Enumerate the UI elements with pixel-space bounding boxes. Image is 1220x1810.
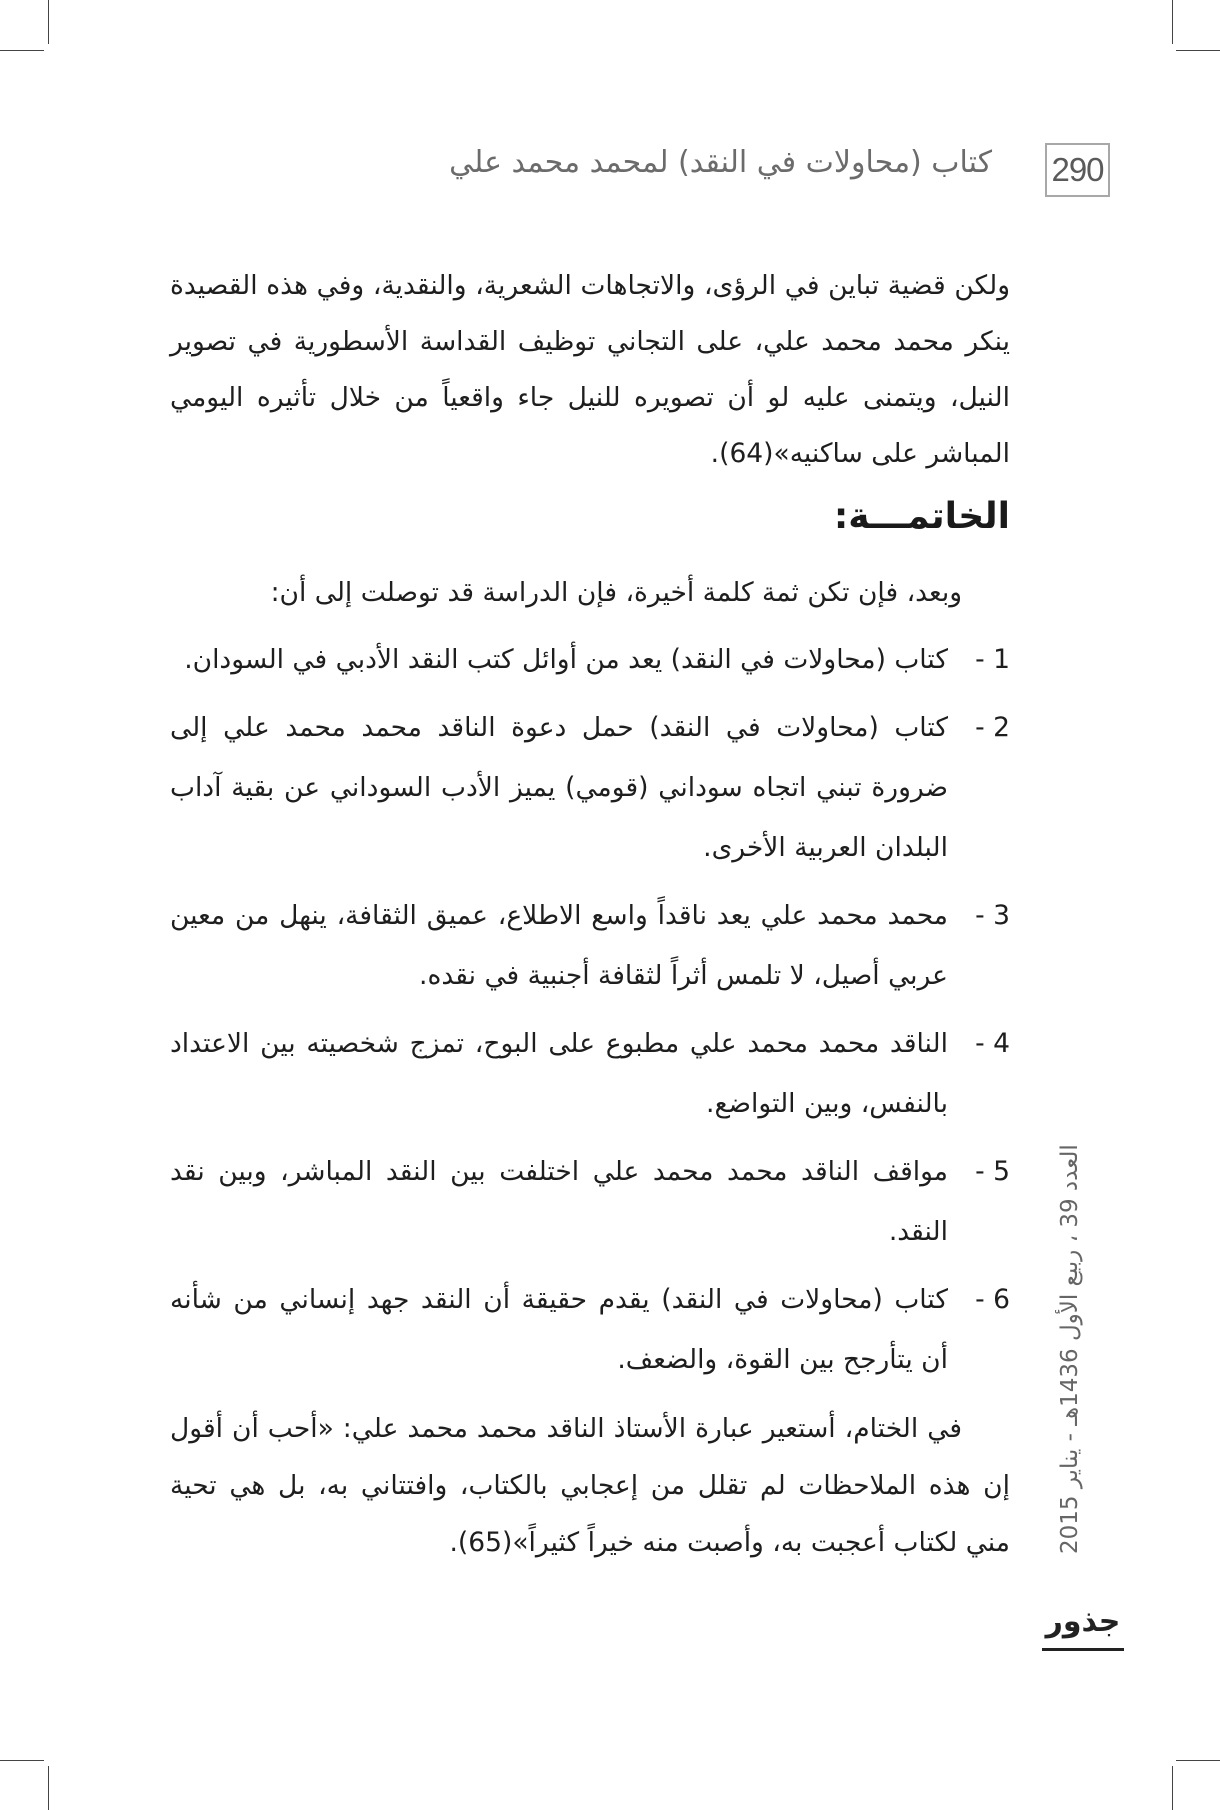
item-text: كتاب (محاولات في النقد) حمل دعوة الناقد محمد محمد علي إلى ضرورة تبني اتجاه سوداني (قومي) يميز الأدب السوداني عن بقية آداب البلدان العربية الأخرى.	[170, 712, 948, 863]
issue-info: العدد 39 ، ربيع الأول 1436هـ - يناير 2015	[1057, 1144, 1083, 1554]
findings-list	[170, 630, 1010, 1398]
item-number: 6 -	[975, 1284, 1010, 1315]
crop-mark	[0, 1760, 44, 1761]
item-text: محمد محمد علي يعد ناقداً واسع الاطلاع، عميق الثقافة، ينهل من معين عربي أصيل، لا تلمس أثراً لثقافة أجنبية في نقده.	[170, 900, 948, 991]
running-title: كتاب (محاولات في النقد) لمحمد محمد علي	[449, 145, 992, 180]
crop-mark	[1172, 0, 1173, 44]
item-number: 5 -	[975, 1156, 1010, 1187]
crop-mark	[48, 1766, 49, 1810]
crop-mark	[1176, 50, 1220, 51]
crop-mark	[1172, 1766, 1173, 1810]
item-text: كتاب (محاولات في النقد) يعد من أوائل كتب النقد الأدبي في السودان.	[184, 644, 948, 675]
lead-paragraph: وبعد، فإن تكن ثمة كلمة أخيرة، فإن الدراسة قد توصلت إلى أن:	[270, 577, 962, 608]
list-item	[170, 1270, 1010, 1390]
item-number: 4 -	[975, 1028, 1010, 1059]
closing-paragraph: في الختام، أستعير عبارة الأستاذ الناقد محمد محمد علي: «أحب أن أقول إن هذه الملاحظات لم تقلل من إعجابي بالكتاب، وافتتاني به، بل هي تحية مني لكتاب أعجبت به، وأصبت منه خيراً كثيراً»(65).	[170, 1413, 1010, 1558]
list-item	[170, 886, 1010, 1006]
section-heading: الخاتمـــة:	[833, 496, 1010, 537]
page-number: 290	[1045, 143, 1110, 197]
crop-mark	[0, 50, 44, 51]
item-number: 2 -	[975, 712, 1010, 743]
item-text: الناقد محمد محمد علي مطبوع على البوح، تمزج شخصيته بين الاعتداد بالنفس، وبين التواضع.	[170, 1028, 948, 1119]
list-item	[170, 1014, 1010, 1134]
item-number: 1 -	[975, 644, 1010, 675]
logo-underline	[1042, 1648, 1124, 1651]
crop-mark	[48, 0, 49, 44]
item-text: مواقف الناقد محمد محمد علي اختلفت بين النقد المباشر، وبين نقد النقد.	[170, 1156, 948, 1247]
item-number: 3 -	[975, 900, 1010, 931]
intro-paragraph: ولكن قضية تباين في الرؤى، والاتجاهات الشعرية، والنقدية، وفي هذه القصيدة ينكر محمد محمد علي، على التجاني توظيف القداسة الأسطورية في تصوير النيل، ويتمنى عليه لو أن تصويره للنيل جاء واقعياً من خلال تأثيره اليومي المباشر على ساكنيه»(64).	[170, 270, 1010, 469]
item-text: كتاب (محاولات في النقد) يقدم حقيقة أن النقد جهد إنساني من شأنه أن يتأرجح بين القوة، والضعف.	[170, 1284, 948, 1375]
list-item	[170, 1142, 1010, 1262]
crop-mark	[1176, 1760, 1220, 1761]
list-item	[170, 698, 1010, 878]
list-item	[170, 630, 1010, 690]
journal-logo: جذور	[1045, 1604, 1121, 1639]
